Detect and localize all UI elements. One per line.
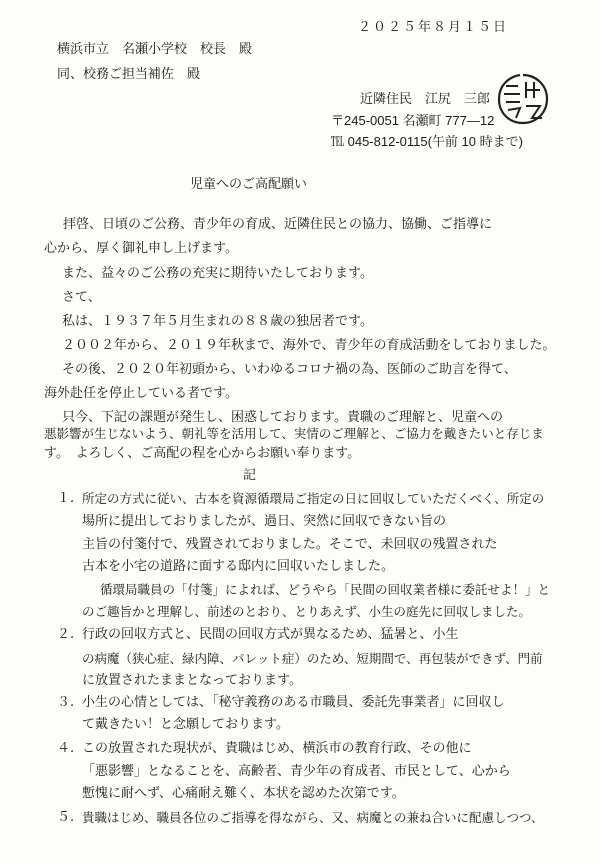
item-number: ４. xyxy=(57,741,75,756)
item-line: 貴職はじめ、職員各位のご指導を得ながら、又、病魔との兼ね合いに配慮しつつ、 xyxy=(82,810,544,825)
letter-title: 児童へのご高配願い xyxy=(190,177,308,192)
sender-telephone: ℡ 045-812-0115(午前 10 時まで) xyxy=(331,134,523,149)
body-line: す。 よろしく、ご高配の程を心からお願い奉ります。 xyxy=(44,446,361,461)
item-number: ３. xyxy=(57,695,75,710)
item-line: この放置された現状が、貴職はじめ、横浜市の教育行政、その他に xyxy=(82,741,472,756)
item-line: 慙愧に耐へず、心痛耐え難く、本状を認めた次第です。 xyxy=(82,786,405,801)
item-line: に放置されたままとなっております。 xyxy=(82,673,302,688)
recipient-principal: 横浜市立 名瀬小学校 校長 殿 xyxy=(57,42,253,57)
item-number: ５. xyxy=(57,810,75,825)
body-line: 拝啓、日頃のご公務、青少年の育成、近隣住民との協力、協働、ご指導に xyxy=(63,217,493,232)
body-line: その後、２０２０年初頭から、いわゆるコロナ禍の為、医師のご助言を得て、 xyxy=(62,362,517,377)
item-line: 主旨の付箋付で、残置されておりました。そこで、未回収の残置された xyxy=(82,537,498,552)
item-line: 古本を小宅の道路に面する邸内に回収いたしました。 xyxy=(82,559,395,574)
item-number: １. xyxy=(57,491,75,506)
signature-seal xyxy=(496,72,550,126)
item-line: て戴きたい！と念願しております。 xyxy=(82,717,289,732)
item-line: 所定の方式に従い、古本を資源循環局ご指定の日に回収していただくべく、所定の xyxy=(82,491,545,506)
item-line: 小生の心情としては、「秘守義務のある市職員、委託先事業者」に回収し xyxy=(82,695,505,710)
item-line: のご趣旨かと理解し、前述のとおり、とりあえず、小生の庭先に回収しました。 xyxy=(82,604,532,619)
item-line: 「悪影響」となることを、高齢者、青少年の育成者、市民として、心から xyxy=(82,764,511,779)
body-line: 心から、厚く御礼申し上げます。 xyxy=(44,241,238,256)
sender-address: 〒245-0051 名瀬町 777―12 xyxy=(331,113,495,128)
ki-heading: 記 xyxy=(243,468,257,483)
recipient-assistant: 同、校務ご担当補佐 殿 xyxy=(57,67,201,82)
body-line: 海外赴任を停止している者です。 xyxy=(44,386,238,401)
body-line: 只今、下記の課題が発生し、困惑しております。貴職のご理解と、児童への xyxy=(62,410,503,425)
body-line: 私は、１９３７年５月生まれの８８歳の独居者です。 xyxy=(62,314,373,329)
body-line: ２００２年から、２０１９年秋まで、海外で、青少年の育成活動をしておりました。 xyxy=(62,338,556,353)
sender-name: 近隣住民 江尻 三郎 xyxy=(360,92,491,107)
item-number: ２. xyxy=(57,627,75,642)
item-line: 行政の回収方式と、民間の回収方式が異なるため、猛暑と、小生 xyxy=(82,627,459,642)
body-line: さて、 xyxy=(62,290,101,305)
item-line: の病魔（狭心症、緑内障、パレット症）のため、短期間で、再包装ができず、門前 xyxy=(82,651,543,666)
body-line: 悪影響が生じないよう、朝礼等を活用して、実情のご理解と、ご協力を戴きたいと存じま xyxy=(44,426,544,441)
item-line: 循環局職員の「付箋」によれば、どうやら「民間の回収業者様に委託せよ！」と xyxy=(100,582,551,597)
item-line: 場所に提出しておりましたが、過日、突然に回収できない旨の xyxy=(82,514,447,529)
body-line: また、益々のご公務の充実に期待いたしております。 xyxy=(62,266,373,281)
letter-date: ２０２５年８月１５日 xyxy=(358,20,509,35)
